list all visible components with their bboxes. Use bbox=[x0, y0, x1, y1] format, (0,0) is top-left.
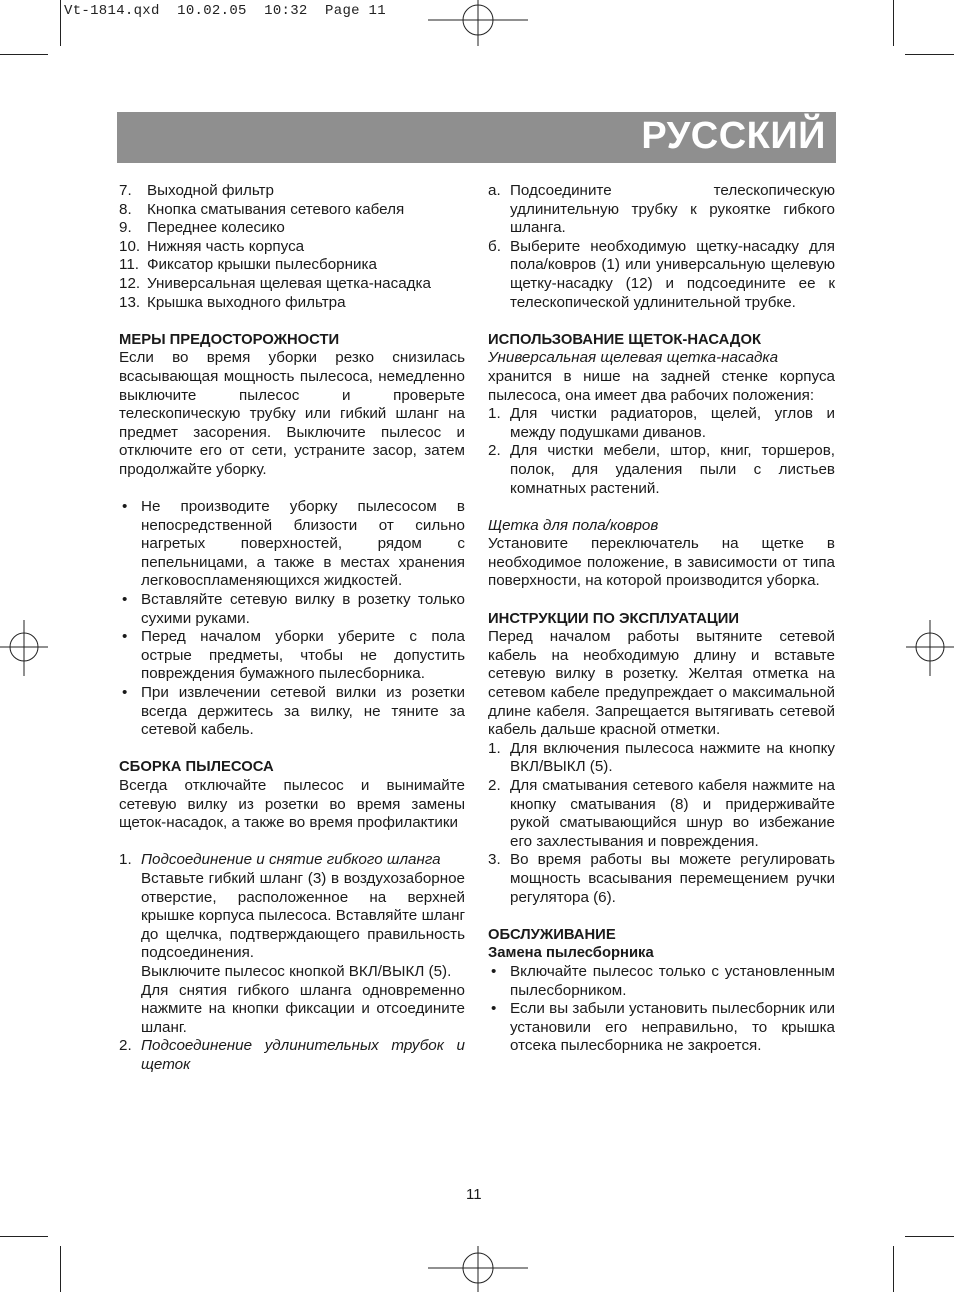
crop-mark bbox=[0, 54, 48, 55]
list-item: 10. Нижняя часть корпуса bbox=[119, 237, 305, 255]
precautions-text: Если во время уборки резко снизилась всасывающая мощность пылесоса, немедленно выключите пылесос и проверьте телескопическую трубку или гибкий шланг на предмет засорения. Выключите пылесос и отключите его от сети, устраните засор, затем продолжайте уборку. bbox=[119, 349, 465, 478]
floor-brush-text: Установите переключатель на щетке в необходимое положение, в зависимости от типа поверхности, на которой производится уборка. bbox=[488, 535, 835, 590]
registration-mark-right bbox=[906, 620, 954, 676]
list-item: 7. Выходной фильтр bbox=[119, 182, 274, 199]
crevice-title: Универсальная щелевая щетка-насадка bbox=[488, 349, 779, 367]
right-column bbox=[488, 182, 835, 1056]
precautions-heading: МЕРЫ ПРЕДОСТОРОЖНОСТИ bbox=[119, 331, 340, 348]
step1-text: Вставьте гибкий шланг (3) в воздухозаборное отверстие, расположенное на верхней крышке корпуса пылесоса. Вставляйте шланг до щелчка, подтверждающего правильность подсоединения. bbox=[141, 869, 465, 962]
list-item: • Не производите уборку пылесосом в непосредственной близости от сильно нагретых поверхностей, рядом с пепельницами, а также в местах хранения легковоспламеняющихся жидкостей. bbox=[122, 498, 465, 590]
list-item: • Если вы забыли установить пылесборник или установили его неправильно, то крышка отсека пылесборника не закроется. bbox=[491, 1000, 835, 1055]
brushes-heading: ИСПОЛЬЗОВАНИЕ ЩЕТОК-НАСАДОК bbox=[488, 331, 761, 348]
bag-heading: Замена пылесборника bbox=[488, 945, 654, 962]
list-item: • Включайте пылесос только с установленным пылесборником. bbox=[491, 962, 835, 999]
list-item: • Перед началом уборки уберите с пола острые предметы, чтобы не допустить повреждения бумажного пылесборника. bbox=[122, 628, 465, 683]
list-item: • Вставляйте сетевую вилку в розетку только сухими руками. bbox=[122, 591, 465, 627]
banner-title: РУССКИЙ bbox=[641, 115, 826, 157]
crop-mark bbox=[893, 1246, 894, 1292]
registration-mark-bottom bbox=[428, 1246, 528, 1292]
list-item: 2. Для сматывания сетевого кабеля нажмите на кнопку сматывания (8) и придерживайте рукой сматывающийся шнур во избежание его захлестывания и повреждения. bbox=[488, 777, 835, 850]
list-item: 11. Фиксатор крышки пылесборника bbox=[119, 256, 377, 274]
list-item: б. Выберите необходимую щетку-насадку для пола/ковров (1) или универсальную щелевую щетку-насадку (12) и подсоедините ее к телескопической удлинительной трубке. bbox=[488, 237, 835, 311]
registration-mark-left bbox=[0, 620, 48, 676]
registration-mark-top bbox=[428, 0, 528, 46]
instructions-text: Перед началом работы вытяните сетевой кабель на необходимую длину и вставьте сетевую вилку в розетку. Желтая отметка на сетевом кабеле предупреждает о максимальной длине кабеля. Запрещается вытягивать сетевой кабель дальше красной отметки. bbox=[488, 628, 835, 739]
service-heading: ОБСЛУЖИВАНИЕ bbox=[488, 926, 616, 943]
crop-mark bbox=[905, 1236, 954, 1237]
list-item: 1. Подсоединение и снятие гибкого шланга bbox=[119, 851, 441, 869]
floor-brush-title: Щетка для пола/ковров bbox=[488, 516, 659, 534]
assembly-heading: СБОРКА ПЫЛЕСОСА bbox=[119, 759, 274, 776]
list-item: • При извлечении сетевой вилки из розетки всегда держитесь за вилку, не тяните за сетевой кабель. bbox=[122, 684, 465, 739]
crop-mark bbox=[905, 54, 954, 55]
step1-text: Выключите пылесос кнопкой ВКЛ/ВЫКЛ (5). bbox=[141, 962, 452, 980]
crop-mark bbox=[893, 0, 894, 46]
crop-mark bbox=[60, 0, 61, 46]
crop-mark bbox=[60, 1246, 61, 1292]
list-item: 1. Для чистки радиаторов, щелей, углов и между подушками диванов. bbox=[488, 405, 835, 441]
crop-mark bbox=[0, 1236, 48, 1237]
list-item: 12. Универсальная щелевая щетка-насадка bbox=[119, 274, 431, 292]
instructions-heading: ИНСТРУКЦИИ ПО ЭКСПЛУАТАЦИИ bbox=[488, 610, 740, 627]
list-item: 3. Во время работы вы можете регулировать мощность всасывания перемещением ручки регулятора (6). bbox=[488, 851, 835, 906]
list-item: 1. Для включения пылесоса нажмите на кнопку ВКЛ/ВЫКЛ (5). bbox=[488, 739, 835, 776]
language-banner bbox=[117, 112, 836, 163]
left-column bbox=[119, 182, 465, 1075]
file-slug: Vt-1814.qxd 10.02.05 10:32 Page 11 bbox=[64, 3, 386, 19]
list-item: 9. Переднее колесико bbox=[119, 219, 285, 237]
crevice-text: хранится в нише на задней стенке корпуса пылесоса, она имеет два рабочих положения: bbox=[488, 367, 835, 404]
parts-list bbox=[119, 182, 465, 312]
list-item: 2. Для чистки мебели, штор, книг, торшеров, полок, для удаления пыли с листьев комнатных растений. bbox=[488, 442, 835, 497]
list-item: 2. Подсоединение удлинительных трубок и щеток bbox=[119, 1037, 465, 1073]
list-item: 8. Кнопка сматывания сетевого кабеля bbox=[119, 200, 405, 218]
list-item: 13. Крышка выходного фильтра bbox=[119, 293, 346, 311]
page-number: 11 bbox=[466, 1186, 482, 1203]
list-item: а. Подсоедините телескопическую удлинительную трубку к рукоятке гибкого шланга. bbox=[488, 182, 835, 237]
step1-text: Для снятия гибкого шланга одновременно нажмите на кнопки фиксации и отсоедините шланг. bbox=[141, 981, 465, 1036]
assembly-text: Всегда отключайте пылесос и вынимайте сетевую вилку из розетки во время замены щеток-насадок, а также во время профилактики bbox=[119, 777, 465, 832]
